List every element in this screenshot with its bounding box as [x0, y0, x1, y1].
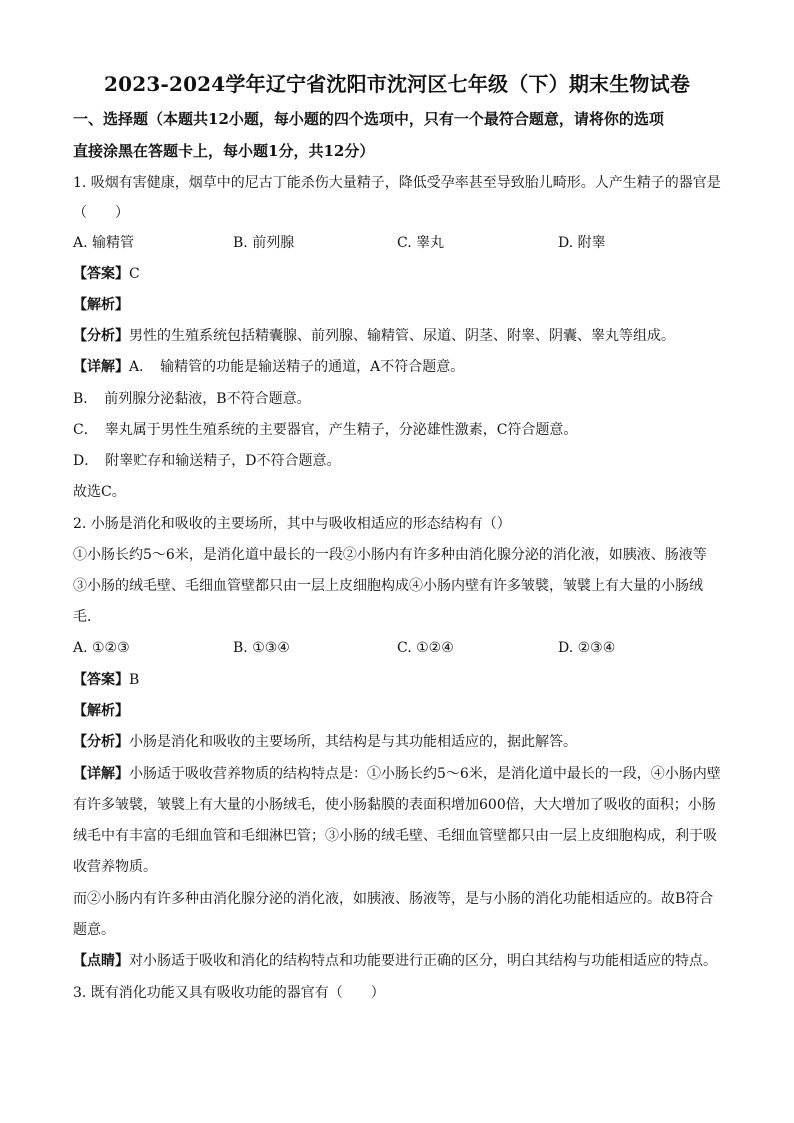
- q1-option-d: D. 附睾: [558, 235, 606, 251]
- q1-option-c: C. 睾丸: [397, 235, 445, 251]
- dianjing-tag: 【点睛】: [73, 953, 129, 969]
- q2-xiangjie-line3: 绒毛中有丰富的毛细血管和毛细淋巴管；③小肠的绒毛壁、毛细血管壁都只由一层上皮细胞构成，利于吸: [73, 828, 717, 844]
- q1-conclusion: 故选C。: [73, 484, 126, 500]
- q1-answer: [73, 264, 723, 284]
- analysis-tag: 【解析】: [73, 297, 129, 313]
- q2-option-a: A. ①②③: [73, 640, 130, 656]
- q2-option-b: B. ①③④: [233, 640, 290, 656]
- xiangjie-text: 小肠适于吸收营养物质的结构特点是：①小肠长约5～6米，是消化道中最长的一段，④小肠内壁: [129, 766, 721, 782]
- q1-fenxi: [73, 326, 723, 346]
- fenxi-tag: 【分析】: [73, 328, 129, 344]
- dianjing-text: 对小肠适于吸收和消化的结构特点和功能要进行正确的区分，明白其结构与功能相适应的特点。: [129, 953, 717, 969]
- fenxi-text: 男性的生殖系统包括精囊腺、前列腺、输精管、尿道、阴茎、附睾、阴囊、睾丸等组成。: [129, 328, 675, 344]
- q1-xiangjie: [73, 357, 723, 377]
- section-heading-line1: 一、选择题（本题共12小题，每小题的四个选项中，只有一个最符合题意，请将你的选项: [73, 110, 664, 128]
- q2-item-line3: 毛．: [73, 609, 101, 625]
- q1-option-a: A. 输精管: [73, 235, 135, 251]
- q1-line-b: B． 前列腺分泌黏液，B不符合题意。: [73, 391, 311, 407]
- q3-stem: 3. 既有消化功能又具有吸收功能的器官有（ ）: [73, 985, 385, 1001]
- q2-answer: [73, 670, 723, 690]
- fenxi-tag: 【分析】: [73, 734, 129, 750]
- analysis-tag: 【解析】: [73, 703, 129, 719]
- q1-stem-line1: 1. 吸烟有害健康，烟草中的尼古丁能杀伤大量精子，降低受孕率甚至导致胎儿畸形。人产生精子的器官是: [73, 175, 721, 191]
- xiangjie-text: A． 输精管的功能是输送精子的通道，A不符合题意。: [129, 359, 465, 375]
- answer-tag: 【答案】: [73, 672, 129, 688]
- q2-option-c: C. ①②④: [397, 640, 454, 656]
- section-heading-line2: 直接涂黑在答题卡上，每小题1分，共12分）: [73, 142, 375, 160]
- q2-xiangjie-line6: 题意。: [73, 922, 115, 938]
- q2-option-d: D. ②③④: [558, 640, 616, 656]
- q2-analysis-heading: [73, 701, 723, 721]
- q1-option-b: B. 前列腺: [233, 235, 295, 251]
- q2-item-line2: ③小肠的绒毛壁、毛细血管壁都只由一层上皮细胞构成④小肠内壁有许多皱襞，皱襞上有大量的小肠绒: [73, 578, 703, 594]
- q1-line-c: C． 睾丸属于男性生殖系统的主要器官，产生精子，分泌雄性激素，C符合题意。: [73, 422, 578, 438]
- q2-stem: 2. 小肠是消化和吸收的主要场所，其中与吸收相适应的形态结构有（）: [73, 516, 511, 532]
- answer-value: B: [129, 672, 140, 688]
- q1-analysis-heading: [73, 295, 723, 315]
- q2-fenxi: [73, 732, 723, 752]
- q2-xiangjie-line5: 而②小肠内有许多种由消化腺分泌的消化液，如胰液、肠液等，是与小肠的消化功能相适应的。故B符合: [73, 891, 714, 907]
- q1-stem-line2: （ ）: [73, 205, 129, 221]
- q2-item-line1: ①小肠长约5～6米，是消化道中最长的一段②小肠内有许多种由消化腺分泌的消化液，如胰液、肠液等: [73, 547, 707, 563]
- q2-dianjing: [73, 951, 723, 971]
- q1-line-d: D． 附睾贮存和输送精子，D不符合题意。: [73, 453, 341, 469]
- xiangjie-tag: 【详解】: [73, 766, 129, 782]
- q2-xiangjie-line2: 有许多皱襞，皱襞上有大量的小肠绒毛，使小肠黏膜的表面积增加600倍，大大增加了吸收的面积；小肠: [73, 797, 716, 813]
- q2-xiangjie-line1: [73, 764, 723, 784]
- q2-xiangjie-line4: 收营养物质。: [73, 859, 157, 875]
- answer-tag: 【答案】: [73, 266, 129, 282]
- xiangjie-tag: 【详解】: [73, 359, 129, 375]
- answer-value: C: [129, 266, 140, 282]
- page-title: 2023-2024学年辽宁省沈阳市沈河区七年级（下）期末生物试卷: [103, 72, 691, 96]
- fenxi-text: 小肠是消化和吸收的主要场所，其结构是与其功能相适应的，据此解答。: [129, 734, 577, 750]
